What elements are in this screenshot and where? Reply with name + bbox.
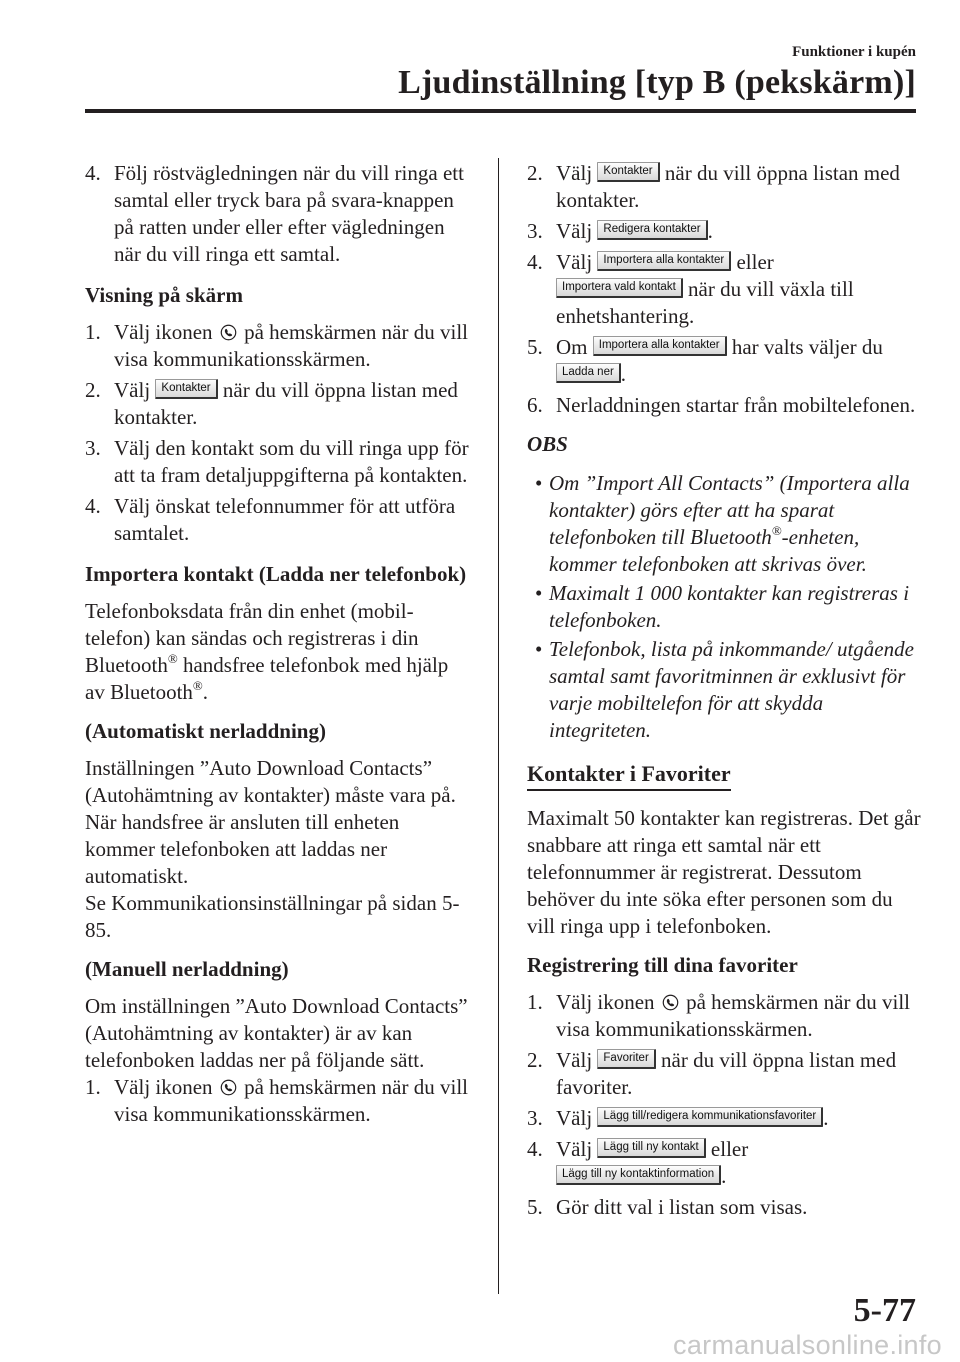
auto-heading: (Automatiskt nerladdning) [85,719,326,743]
import-all-contacts-button[interactable]: Importera alla kontakter [597,251,731,271]
right-column [527,160,922,1225]
obs-item-3: • Telefonbok, lista på inkommande/ utgående samtal samt favoritminnen är exklusivt för varje mobiltelefon för att skydda integriteten. [535,637,914,742]
favorites-heading: Kontakter i Favoriter [527,760,731,791]
right-step-2: 2. Välj Kontakter när du vill öppna listan med kontakter. [527,161,900,212]
phone-icon [662,994,679,1011]
page-number: 5-77 [853,1292,916,1329]
fav-step-2: 2. Välj Favoriter när du vill öppna listan med favoriter. [527,1048,897,1099]
add-new-contact-info-button[interactable]: Lägg till ny kontaktinformation [556,1165,721,1185]
manual-heading: (Manuell nerladdning) [85,957,289,981]
import-heading: Importera kontakt (Ladda ner telefonbok) [85,562,467,586]
phone-icon [220,324,237,341]
register-favorites-heading: Registrering till dina favoriter [527,953,798,977]
fav-step-3: 3. Välj Lägg till/redigera kommunikationsfavoriter . [527,1106,829,1130]
visning-step-1: 1. Välj ikonen på hemskärmen när du vill visa kommunikationsskärmen. [85,320,468,371]
visning-heading: Visning på skärm [85,283,243,307]
edit-contacts-button[interactable]: Redigera kontakter [597,220,707,240]
manual-paragraph: Om inställningen ”Auto Download Contacts” (Autohämtning av kontakter) är av kan telefonboken laddas ner på följande sätt. [85,994,468,1072]
favorites-button[interactable]: Favoriter [597,1049,655,1069]
auto-paragraph: Inställningen ”Auto Download Contacts” (Autohämtning av kontakter) måste vara på. När handsfree är ansluten till enheten kommer telefonboken att laddas ner automatiskt. [85,756,456,888]
auto-reference: Se Kommunikationsinställningar på sidan 5-85. [85,891,460,942]
header-section: Funktioner i kupén [792,44,916,60]
visning-step-4: 4. Välj önskat telefonnummer för att utföra samtalet. [85,494,456,545]
import-selected-contact-button[interactable]: Importera vald kontakt [556,278,683,298]
import-all-contacts-button[interactable]: Importera alla kontakter [593,336,727,356]
right-step-3: 3. Välj Redigera kontakter . [527,219,713,243]
page-title: Ljudinställning [typ B (pekskärm)] [398,64,916,101]
favorites-paragraph: Maximalt 50 kontakter kan registreras. Det går snabbare att ringa ett samtal när ett telefonnummer är registrerat. Dessutom behöver du inte söka efter personen som du vill ringa upp i telefonboken. [527,806,921,938]
column-divider [498,158,499,1294]
import-paragraph: Telefonboksdata från din enhet (mobil-telefon) kan sändas och registreras i din Bluetooth® handsfree telefonbok med hjälp av Bluetooth®. [85,599,449,704]
manual-step-1: 1. Välj ikonen på hemskärmen när du vill visa kommunikationsskärmen. [85,1075,468,1126]
header-rule [85,109,916,113]
watermark: carmanualsonline.info [673,1330,942,1360]
step-4-text: Följ röstvägledningen när du vill ringa ett samtal eller tryck bara på svara-knappen på ratten under eller efter vägledningen när du vill ringa ett samtal. [114,161,464,266]
right-step-4: 4. Välj Importera alla kontakter eller Importera vald kontakt när du vill växla till enhetshantering. [527,250,854,328]
add-edit-favorites-button[interactable]: Lägg till/redigera kommunikationsfavoriter [597,1107,823,1127]
left-column [85,160,470,1132]
fav-step-1: 1. Välj ikonen på hemskärmen när du vill visa kommunikationsskärmen. [527,990,910,1041]
right-step-6: 6. Nerladdningen startar från mobiltelefonen. [527,393,916,417]
visning-step-3: 3. Välj den kontakt som du vill ringa upp för att ta fram detaljuppgifterna på kontakten. [85,436,469,487]
obs-item-2: • Maximalt 1 000 kontakter kan registreras i telefonboken. [535,581,910,632]
contacts-button[interactable]: Kontakter [155,379,217,399]
download-button[interactable]: Ladda ner [556,363,621,383]
visning-step-2: 2. Välj Kontakter när du vill öppna listan med kontakter. [85,378,458,429]
phone-icon [220,1079,237,1096]
fav-step-4: 4. Välj Lägg till ny kontakt eller Lägg till ny kontaktinformation . [527,1137,749,1188]
obs-heading: OBS [527,432,568,456]
fav-step-5: 5. Gör ditt val i listan som visas. [527,1195,808,1219]
add-new-contact-button[interactable]: Lägg till ny kontakt [597,1138,705,1158]
obs-item-1: • Om ”Import All Contacts” (Importera alla kontakter) görs efter att ha sparat telefonboken till Bluetooth®-enheten, kommer telefonboken att skrivas över. [535,471,910,576]
step-4: 4. Följ röstvägledningen när du vill ringa ett samtal eller tryck bara på svara-knappen på ratten under eller efter vägledningen när du vill ringa ett samtal. [85,161,464,266]
contacts-button[interactable]: Kontakter [597,162,659,182]
right-step-5: 5. Om Importera alla kontakter har valts väljer du Ladda ner . [527,335,883,386]
